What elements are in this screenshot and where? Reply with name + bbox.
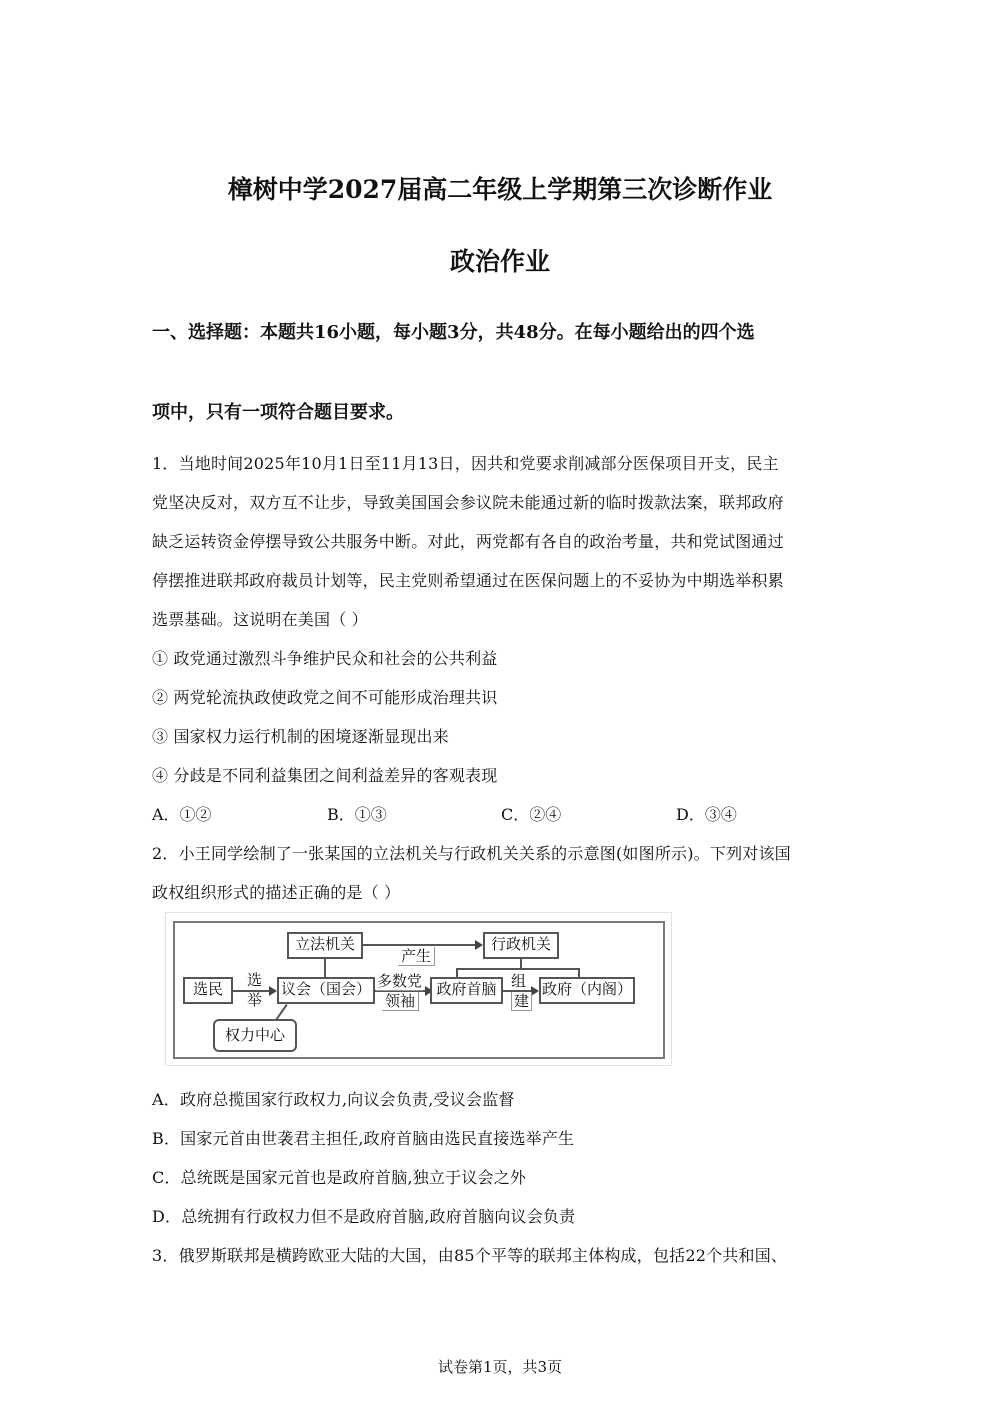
elect-label-2: 举 [247, 991, 263, 1009]
q1-statement-1: ① 政党通过激烈斗争维护民众和社会的公共利益 [152, 649, 498, 668]
q1-statement-3: ③ 国家权力运行机制的困境逐渐显现出来 [152, 727, 449, 746]
elect-arrowhead [269, 986, 277, 996]
executive-box: 行政机关 [483, 932, 559, 959]
form-arrowhead [531, 986, 539, 996]
q1-option-c: C．②④ [501, 805, 562, 824]
produce-label: 产生 [398, 947, 435, 966]
q1-line-4: 停摆推进联邦政府裁员计划等，民主党则希望通过在医保问题上的不妥协为中期选举积累 [152, 571, 784, 590]
q1-option-b: B．①③ [327, 805, 387, 824]
legislature-box: 立法机关 [287, 932, 363, 959]
government-structure-diagram [165, 912, 672, 1066]
q1-statement-2: ② 两党轮流执政使政党之间不可能形成治理共识 [152, 688, 498, 707]
head-of-government-box: 政府首脑 [430, 977, 503, 1004]
q1-line-2: 党坚决反对，双方互不让步，导致美国国会参议院未能通过新的临时拨款法案，联邦政府 [152, 493, 784, 512]
q2-line-1: 2．小王同学绘制了一张某国的立法机关与行政机关关系的示意图(如图所示)。下列对该国 [152, 844, 791, 863]
majority-label-1: 多数党 [377, 972, 423, 990]
legislature-connector [324, 959, 326, 977]
page-title: 樟树中学2027届高二年级上学期第三次诊断作业 [227, 175, 773, 204]
form-label-1: 组 [511, 972, 527, 990]
majority-label-2: 领袖 [382, 992, 419, 1011]
section-heading-line1: 一、选择题：本题共16小题，每小题3分，共48分。在每小题给出的四个选 [152, 322, 755, 343]
voters-box: 选民 [183, 977, 233, 1004]
executive-bracket [456, 968, 580, 970]
q1-line-5: 选票基础。这说明在美国（ ） [152, 610, 368, 629]
q2-line-2: 政权组织形式的描述正确的是（ ） [152, 883, 401, 902]
q1-statement-4: ④ 分歧是不同利益集团之间利益差异的客观表现 [152, 766, 498, 785]
q1-line-1: 1．当地时间2025年10月1日至11月13日，因共和党要求削减部分医保项目开支，民主 [152, 454, 779, 473]
produce-arrowhead [475, 940, 483, 950]
section-heading-line2: 项中，只有一项符合题目要求。 [152, 402, 404, 423]
q2-option-a: A．政府总揽国家行政权力,向议会负责,受议会监督 [152, 1090, 515, 1109]
q1-option-d: D．③④ [676, 805, 737, 824]
page-footer: 试卷第1页，共3页 [437, 1358, 563, 1376]
cabinet-box: 政府（内阁） [539, 977, 635, 1004]
power-center-callout: 权力中心 [213, 1019, 297, 1052]
form-label-2: 建 [511, 992, 532, 1011]
q2-option-d: D．总统拥有行政权力但不是政府首脑,政府首脑向议会负责 [152, 1207, 576, 1226]
executive-bracket-stem [520, 959, 522, 969]
q3-line-1: 3．俄罗斯联邦是横跨欧亚大陆的大国，由85个平等的联邦主体构成，包括22个共和国、 [152, 1246, 788, 1265]
produce-arrow-line [363, 944, 475, 946]
elect-label-1: 选 [247, 971, 263, 989]
q1-option-a: A．①② [152, 805, 212, 824]
parliament-box: 议会（国会） [277, 977, 375, 1004]
q2-option-b: B．国家元首由世袭君主担任,政府首脑由选民直接选举产生 [152, 1129, 575, 1148]
page-subtitle: 政治作业 [449, 247, 550, 276]
q2-option-c: C．总统既是国家元首也是政府首脑,独立于议会之外 [152, 1168, 527, 1187]
q1-line-3: 缺乏运转资金停摆导致公共服务中断。对此，两党都有各自的政治考量，共和党试图通过 [152, 532, 784, 551]
